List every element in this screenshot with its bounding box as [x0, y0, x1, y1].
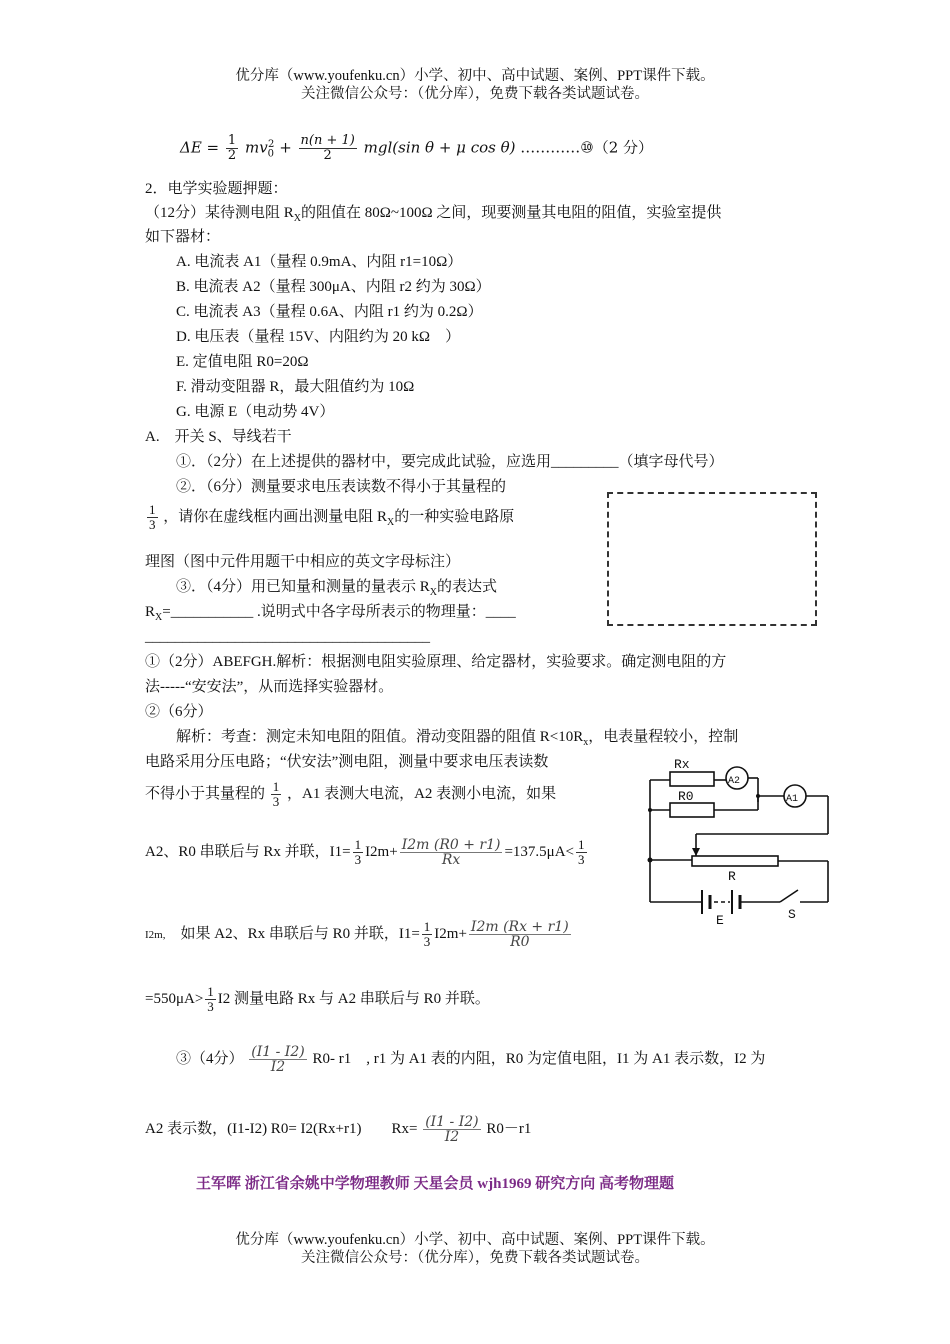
q3b-sub: X	[155, 612, 163, 623]
formula-term1: mv	[244, 138, 268, 157]
frac-num: 1	[227, 133, 237, 148]
label-s: S	[788, 907, 796, 922]
label-a2: A2	[728, 776, 741, 787]
frac-den-2: 2	[323, 148, 332, 163]
a3c-text: A2 表示数，(I1-I2) R0= I2(Rx+r1) Rx=	[145, 1120, 418, 1137]
frac-den: 3	[578, 852, 585, 867]
item-f: F. 滑动变阻器 R，最大阻值约为 10Ω	[176, 379, 415, 395]
formula-lhs: ΔE =	[180, 138, 220, 157]
frac-den: 3	[272, 794, 280, 809]
intro-rest: 的阻值在 80Ω~100Ω 之间，现要测量其电阻的阻值，实验室提供	[301, 205, 722, 221]
q2b-rest: 的一种实验电路原	[394, 508, 515, 525]
author-signature: 王军晖 浙江省余姚中学物理教师 天星会员 wjh1969 研究方向 高考物理题	[196, 1176, 674, 1192]
intro-line-1	[145, 204, 721, 228]
formula-suffix: …………⑩（2 分）	[520, 138, 654, 157]
label-r0: R0	[678, 789, 694, 804]
intro-line-2: 如下器材：	[145, 229, 221, 245]
resistor-rx	[670, 772, 714, 786]
frac-den: 3	[354, 852, 362, 867]
dashed-answer-box	[607, 492, 817, 626]
a2l3-text: 不得小于其量程的	[145, 785, 266, 802]
answer-2-line-5	[145, 920, 573, 949]
frac-num: 1	[149, 502, 156, 517]
q3a-text: ③．（4分）用已知量和测量的量表示 R	[176, 579, 430, 595]
frac-num: 1	[354, 837, 362, 852]
frac-num-big: (I1 - I2)	[425, 1114, 479, 1130]
a2l6-text: =550μA>	[145, 990, 204, 1007]
section-title: 2．电学实验题押题：	[145, 181, 288, 197]
q3b-text: R	[145, 604, 156, 620]
label-r: R	[728, 869, 736, 884]
item-g: G. 电源 E（电动势 4V）	[176, 404, 335, 420]
header-line-1: 优分库（www.youfenku.cn）小学、初中、高中试题、案例、PPT课件下载。	[235, 68, 715, 84]
intro-sub: X	[293, 213, 301, 224]
answer-2-line-1	[176, 728, 738, 752]
a2l1-text: 解析：考查：测定未知电阻的阻值。滑动变阻器的阻值 R<10R	[176, 729, 584, 745]
answer-1-line-2: 法-----“安安法”，从而选择实验器材。	[145, 679, 394, 695]
circuit-diagram	[640, 752, 840, 932]
question-3-b	[145, 603, 516, 627]
footer-line-2: 关注微信公众号：（优分库），免费下载各类试题试卷。	[301, 1250, 649, 1266]
frac-den-big: R0	[510, 934, 530, 950]
item-d: D. 电压表（量程 15V、内阻约为 20 kΩ ）	[176, 329, 461, 345]
question-3-a	[176, 578, 497, 602]
q3a-sub: X	[429, 587, 437, 598]
answer-2-line-6	[145, 985, 490, 1014]
frac-den: 3	[149, 517, 156, 532]
a2l6-rest: I2 测量电路 Rx 与 A2 串联后与 R0 并联。	[217, 990, 490, 1007]
question-2-b	[145, 503, 514, 532]
item-e: E. 定值电阻 R0=20Ω	[176, 354, 309, 370]
frac-num-2: n(n + 1)	[300, 133, 355, 148]
answer-3-line-1	[176, 1045, 765, 1074]
a3-text: ③（4分）	[176, 1050, 244, 1067]
answer-2-title: ②（6分）	[145, 704, 213, 720]
formula-term2: mgl(sin θ + μ cos θ)	[363, 138, 516, 157]
frac-num: 1	[578, 837, 585, 852]
a2l4-rest: =137.5μA<	[504, 843, 574, 860]
q3a-rest: 的表达式	[437, 579, 498, 595]
frac-num-big: I2m (Rx + r1)	[470, 919, 569, 935]
a2l1-sub: x	[583, 737, 589, 748]
question-1: ①．（2分）在上述提供的器材中，要完成此试验，应选用_________（填字母代号）	[176, 454, 724, 470]
frac-num: 1	[272, 779, 280, 794]
a3-rest: R0- r1 , r1 为 A1 表的内阻，R0 为定值电阻，I1 为 A1 表示数，I2 为	[312, 1050, 766, 1067]
intro-text: （12分）某待测电阻 R	[145, 205, 294, 221]
a2l4-plus: I2m+	[365, 843, 398, 860]
frac-den: 3	[207, 999, 214, 1014]
q2b-text: ，请你在虚线框内画出测量电阻 R	[163, 508, 388, 525]
question-2-c: 理图（图中元件用题干中相应的英文字母标注）	[145, 554, 461, 570]
frac-num-big: (I1 - I2)	[251, 1044, 305, 1060]
a2l4-text: A2、R0 串联后与 Rx 并联，I1=	[145, 843, 351, 860]
answer-2-line-3	[145, 780, 556, 809]
item-h: A. 开关 S、导线若干	[145, 429, 292, 445]
a2l3-rest: ，A1 表测大电流，A2 表测小电流，如果	[287, 785, 557, 802]
a2l5-mid: 如果 A2、Rx 串联后与 R0 并联，I1=	[180, 925, 420, 942]
frac-den-big: I2	[423, 1129, 480, 1144]
header-line-2: 关注微信公众号：（优分库），免费下载各类试题试卷。	[301, 86, 649, 102]
frac-num: 1	[423, 919, 431, 934]
question-2-a: ②．（6分）测量要求电压表读数不得小于其量程的	[176, 479, 507, 495]
energy-formula: ΔE = $\frac{1}{2}$ $mv_0^2$ + $\frac{n(n + 1)}{2}$ mgl(sin θ + μ cos θ) …………⑩（2 分）	[180, 133, 654, 163]
answer-2-line-4	[145, 838, 589, 867]
frac-den: 2	[227, 148, 237, 163]
frac-num-big: I2m (R0 + r1)	[401, 837, 501, 853]
item-c: C. 电流表 A3（量程 0.6A、内阻 r1 约为 0.2Ω）	[176, 304, 483, 320]
answer-1-line-1: ①（2分）ABEFGH.解析：根据测电阻实验原理、给定器材，实验要求。确定测电阻的方	[145, 654, 727, 670]
question-3-c: ______________________________________	[145, 629, 430, 645]
a2l5-plus: I2m+	[434, 925, 467, 942]
footer-line-1: 优分库（www.youfenku.cn）小学、初中、高中试题、案例、PPT课件下载。	[235, 1232, 715, 1248]
frac-num: 1	[207, 984, 214, 999]
a2l1-rest: ，电表量程较小，控制	[588, 729, 739, 745]
a3c-rest: R0－r1	[486, 1120, 532, 1137]
a2l5-text: I2m,	[145, 928, 166, 941]
item-b: B. 电流表 A2（量程 300μA、内阻 r2 约为 30Ω）	[176, 279, 491, 295]
q3b-rest: =___________ .说明式中各字母所表示的物理量：____	[162, 604, 516, 620]
frac-den-big: Rx	[441, 852, 461, 868]
frac-den: 3	[423, 934, 431, 949]
label-e: E	[716, 913, 724, 928]
label-rx: Rx	[674, 757, 690, 772]
answer-3-line-2	[145, 1115, 531, 1144]
frac-den-big: I2	[249, 1059, 306, 1074]
resistor-r0	[670, 803, 714, 817]
label-a1: A1	[786, 794, 799, 805]
q2b-sub: X	[387, 516, 395, 528]
item-a: A. 电流表 A1（量程 0.9mA、内阻 r1=10Ω）	[176, 254, 463, 270]
answer-2-line-2: 电路采用分压电路；“伏安法”测电阻，测量中要求电压表读数	[145, 754, 549, 770]
rheostat-r	[692, 856, 778, 866]
